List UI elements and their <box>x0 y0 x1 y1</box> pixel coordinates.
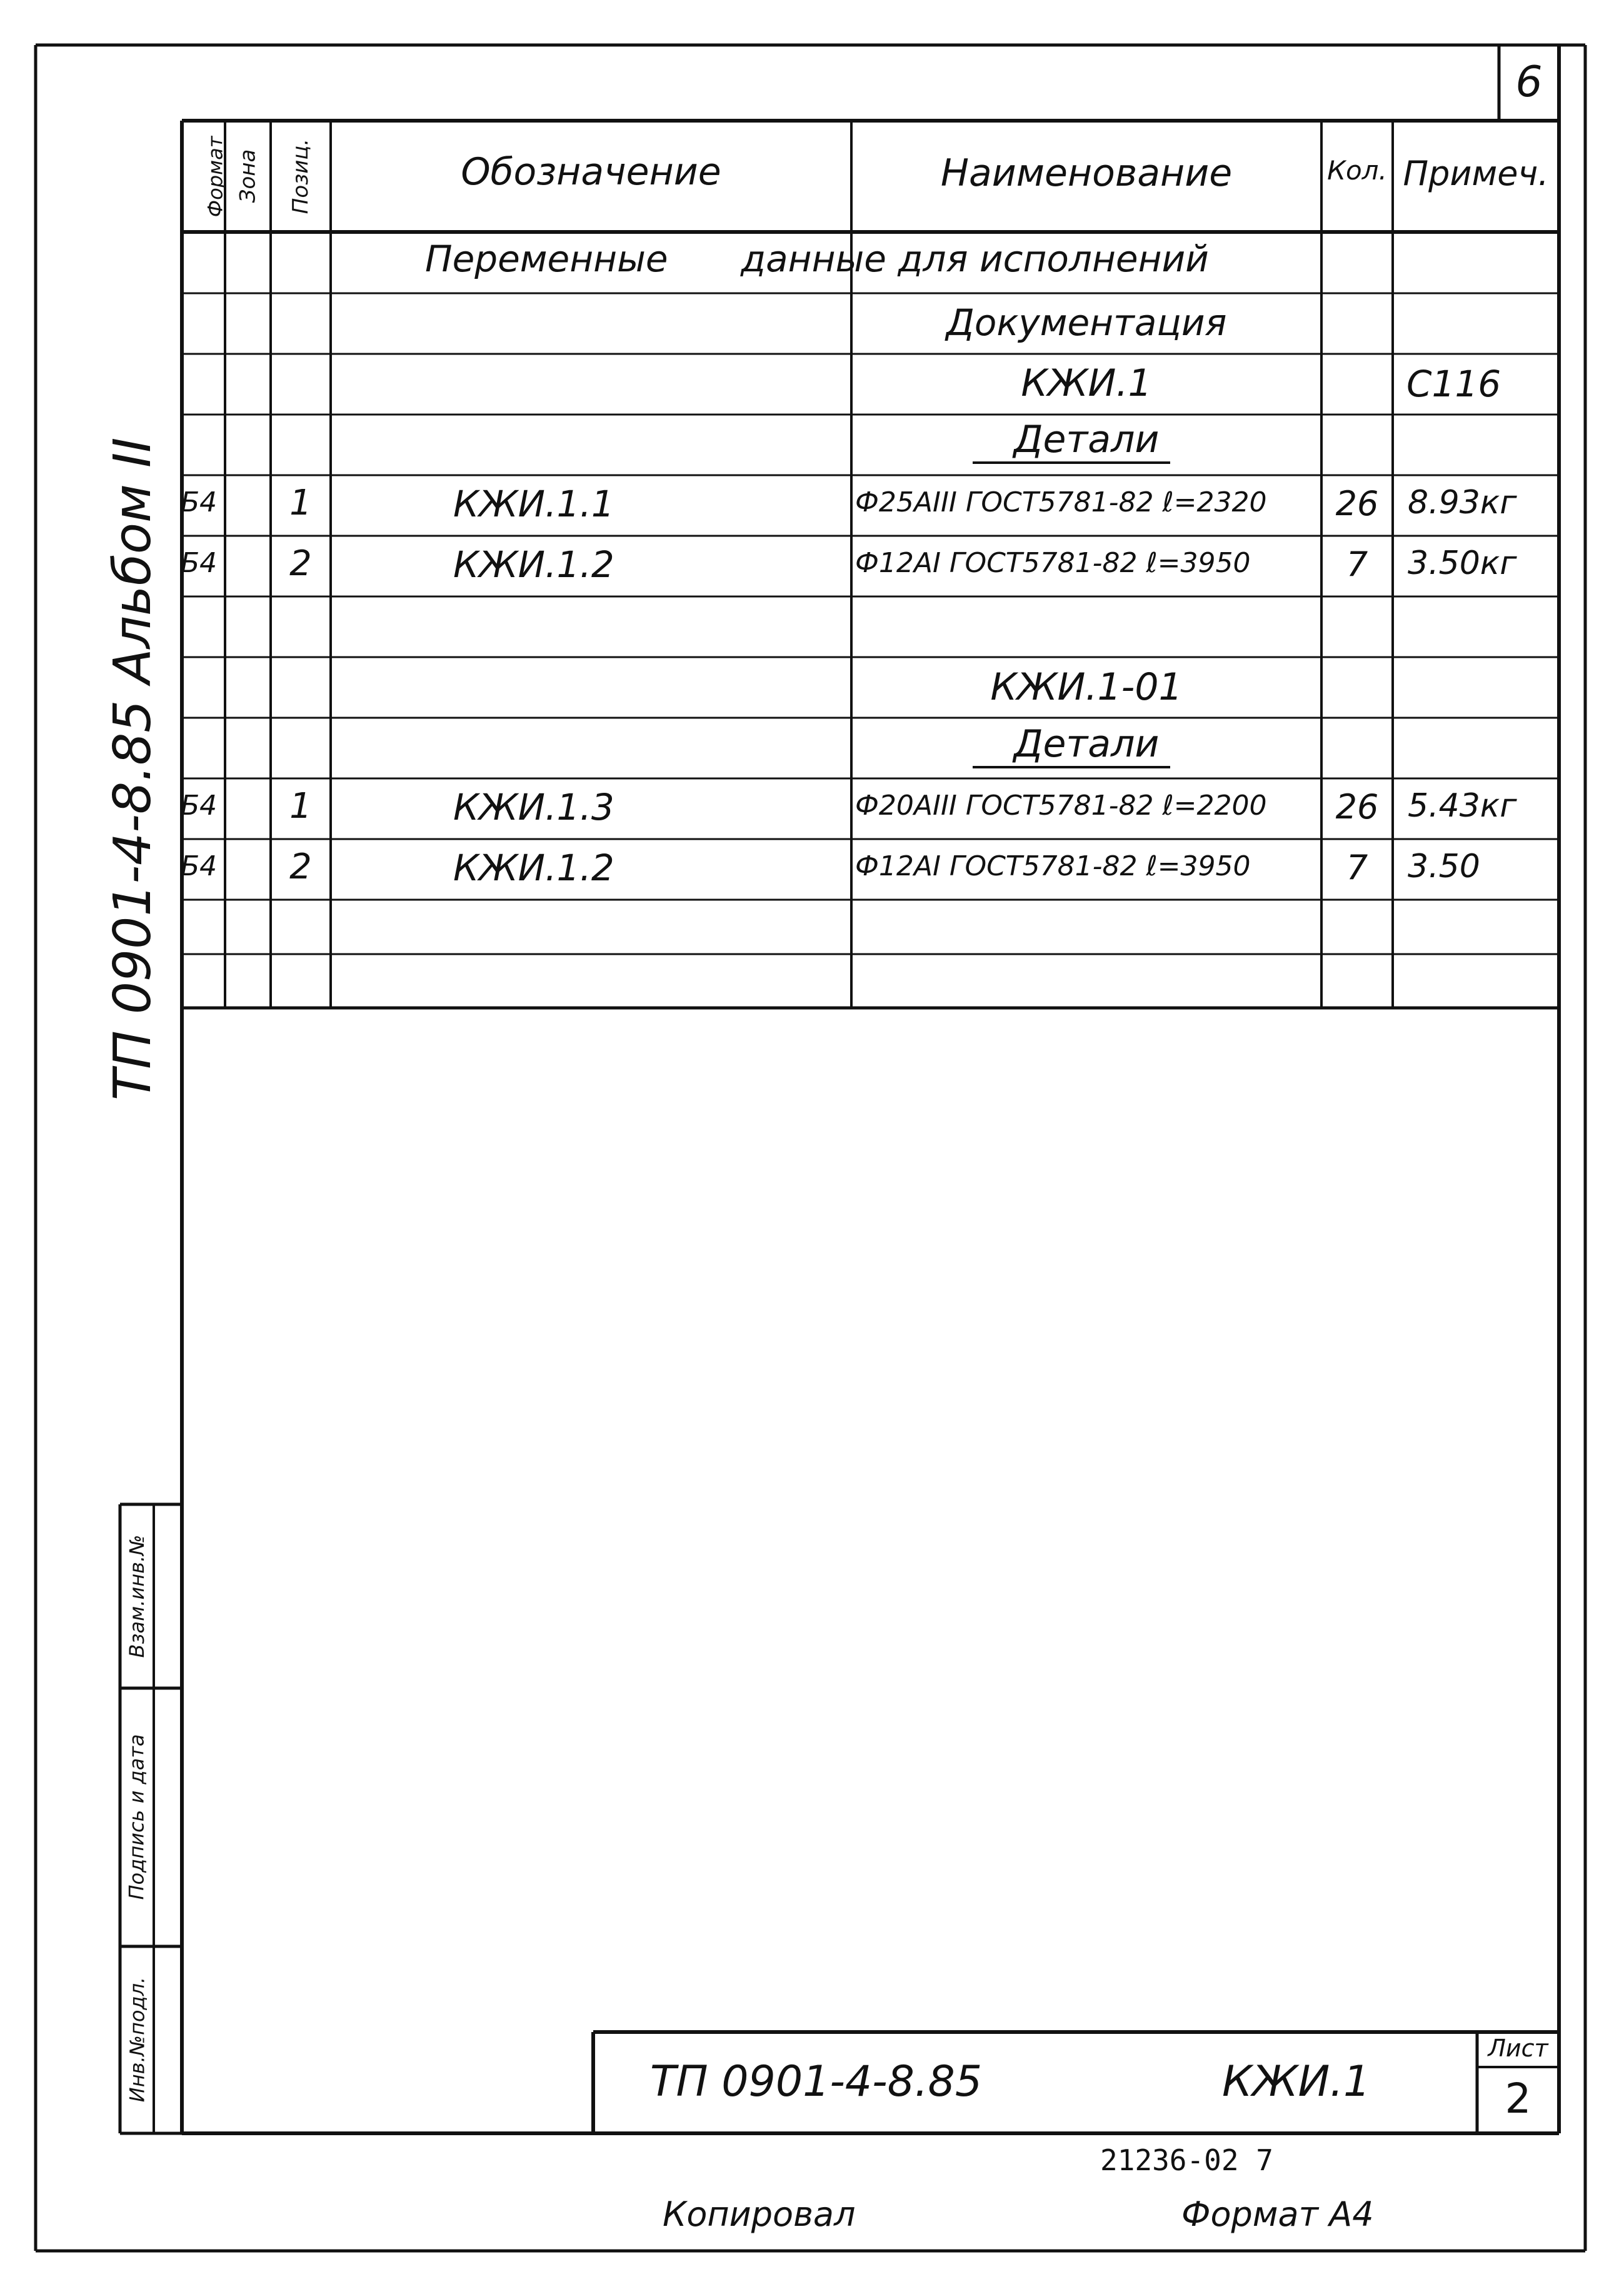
header-designation: Обозначение <box>461 150 721 194</box>
row-qty: 7 <box>1346 848 1368 887</box>
section-title: Детали <box>1013 418 1160 461</box>
row-qty: 26 <box>1335 484 1379 523</box>
side-code: ТП 0901-4-8.85 Альбом II <box>103 437 163 1100</box>
header-qty: Кол. <box>1327 155 1387 186</box>
header-zone: Зона <box>235 149 261 203</box>
sheet-number: 2 <box>1505 2075 1531 2123</box>
row-qty: 26 <box>1335 787 1379 827</box>
header-note: Примеч. <box>1403 154 1549 193</box>
row-note: 8.93кг <box>1408 484 1517 521</box>
row-designation: КЖИ.1.3 <box>453 786 614 828</box>
row-qty: 7 <box>1346 545 1368 584</box>
row-note: 3.50 <box>1408 848 1480 885</box>
header-format: Формат <box>203 136 228 218</box>
row-note: 3.50кг <box>1408 545 1517 582</box>
row-name: КЖИ.1-01 <box>990 665 1183 709</box>
row-format: Б4 <box>181 486 218 518</box>
row-designation: КЖИ.1.2 <box>453 847 614 889</box>
header-name: Наименование <box>940 151 1233 195</box>
title-block-code: ТП 0901-4-8.85 <box>650 2057 983 2106</box>
row-position: 1 <box>289 483 312 523</box>
sheet-label: Лист <box>1488 2035 1548 2062</box>
row-name: Ф12АI ГОСТ5781-82 ℓ=3950 <box>855 850 1251 882</box>
header-position: Позиц. <box>288 138 313 214</box>
row-note: С116 <box>1406 363 1501 405</box>
row-name: данные для исполнений <box>741 238 1209 280</box>
order-number: 21236-02 7 <box>1100 2143 1273 2177</box>
row-position: 1 <box>289 786 312 827</box>
margin-label-inv-podl: Инв.№подл. <box>125 1976 149 2103</box>
section-title: Детали <box>1013 722 1160 766</box>
footer-format: Формат А4 <box>1181 2195 1374 2234</box>
row-position: 2 <box>289 847 312 887</box>
row-format: Б4 <box>181 790 218 822</box>
row-name: Ф25АIII ГОСТ5781-82 ℓ=2320 <box>855 486 1267 518</box>
row-designation: КЖИ.1.1 <box>453 483 614 525</box>
row-name: Ф20АIII ГОСТ5781-82 ℓ=2200 <box>855 790 1267 822</box>
footer-copied: Копировал <box>663 2195 856 2234</box>
row-name: КЖИ.1 <box>1021 361 1152 405</box>
row-note: 5.43кг <box>1408 787 1517 825</box>
margin-label-podpis-data: Подпись и дата <box>124 1734 149 1900</box>
row-format: Б4 <box>181 547 218 579</box>
title-block-doc: КЖИ.1 <box>1222 2057 1371 2106</box>
row-designation: Переменные <box>425 238 668 280</box>
row-position: 2 <box>289 543 312 584</box>
row-name: Ф12АI ГОСТ5781-82 ℓ=3950 <box>855 547 1251 579</box>
row-designation: КЖИ.1.2 <box>453 543 614 586</box>
row-format: Б4 <box>181 850 218 882</box>
sheet-corner-number: 6 <box>1515 58 1543 107</box>
margin-label-vzam-inv: Взам.инв.№ <box>125 1534 149 1658</box>
row-name: Документация <box>946 301 1227 344</box>
